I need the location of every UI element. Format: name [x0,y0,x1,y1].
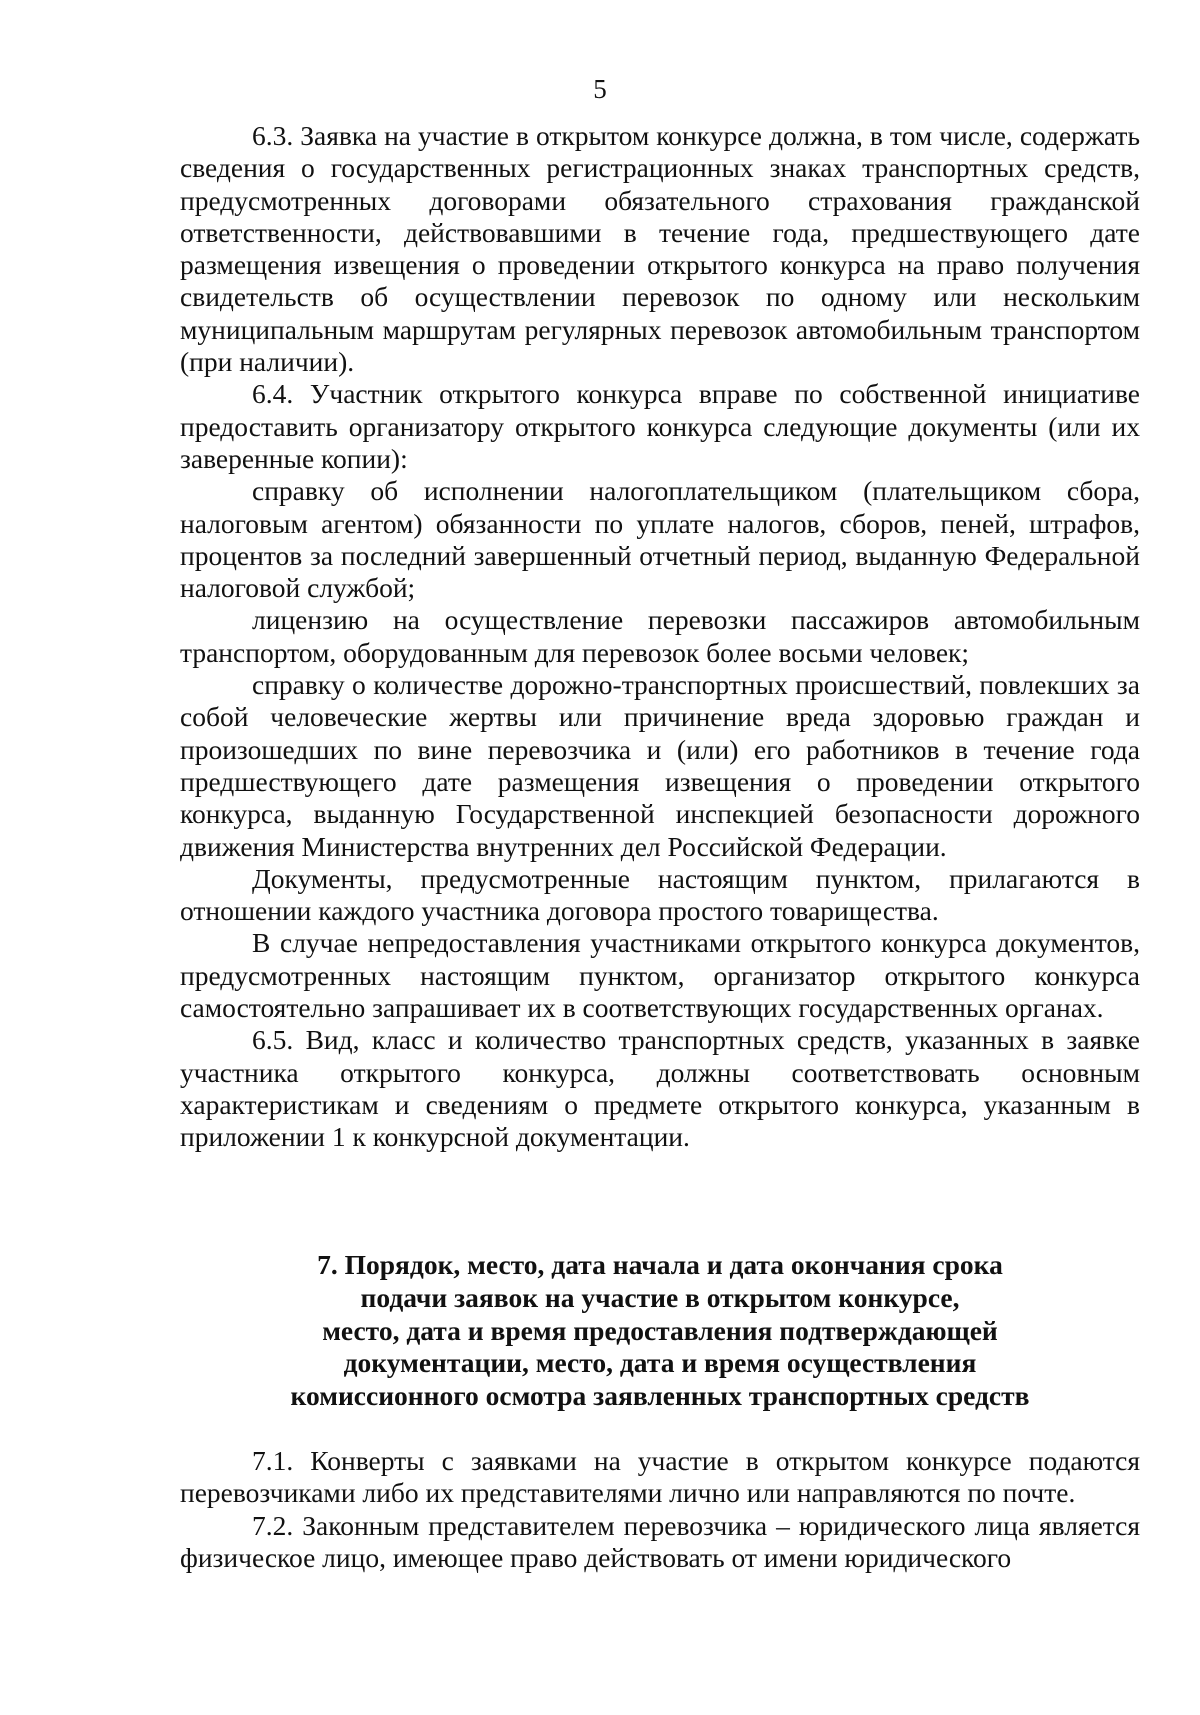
paragraph-accident-certificate: справку о количестве дорожно-транспортных происшествий, повлекших за собой человеческие жертвы или причинение вреда здоровью граждан и произошедших по вине перевозчика и (или) его работников в течение года предшествующего дате размещения извещения о проведении открытого конкурса, выданную Государственной инспекцией безопасности дорожного движения Министерства внутренних дел Российской Федерации. [180,669,1140,862]
paragraph-license: лицензию на осуществление перевозки пассажиров автомобильным транспортом, оборудованным для перевозок более восьми человек; [180,604,1140,668]
paragraph-partnership-documents: Документы, предусмотренные настоящим пунктом, прилагаются в отношении каждого участника договора простого товарищества. [180,862,1140,927]
paragraph-7-1: 7.1. Конверты с заявками на участие в открытом конкурсе подаются перевозчиками либо их представителями лично или направляются по почте. [180,1445,1140,1509]
heading-line: комиссионного осмотра заявленных транспортных средств [290,1380,1030,1412]
paragraph-7-2: 7.2. Законным представителем перевозчика – юридического лица является физическое лицо, имеющее право действовать от имени юридического [180,1509,1140,1573]
section-7-heading [180,1249,1140,1413]
page-number: 5 [593,74,607,104]
heading-line: место, дата и время предоставления подтверждающей [322,1314,998,1346]
paragraph-6-4: 6.4. Участник открытого конкурса вправе по собственной инициативе предоставить организатору открытого конкурса следующие документы (или их заверенные копии): [180,378,1140,474]
body-text-section-7 [180,1445,1140,1574]
body-text-section-6 [180,120,1140,1154]
paragraph-6-5: 6.5. Вид, класс и количество транспортных средств, указанных в заявке участника открытого конкурса, должны соответствовать основным характеристикам и сведениям о предмете открытого конкурса, указанным в приложении 1 к конкурсной документации. [180,1024,1140,1153]
heading-line: документации, место, дата и время осуществления [343,1347,977,1379]
paragraph-tax-certificate: справку об исполнении налогоплательщиком (плательщиком сбора, налоговым агентом) обязанности по уплате налогов, сборов, пеней, штрафов, процентов за последний завершенный отчетный период, выданную Федеральной налоговой службой; [180,475,1140,604]
heading-line: подачи заявок на участие в открытом конкурсе, [360,1281,960,1313]
paragraph-6-3: 6.3. Заявка на участие в открытом конкурсе должна, в том числе, содержать сведения о государственных регистрационных знаках транспортных средств, предусмотренных договорами обязательного страхования гражданской ответственности, действовавшими в течение года, предшествующего дате размещения извещения о проведении открытого конкурса на право получения свидетельств об осуществлении перевозок по одному или нескольким муниципальным маршрутам регулярных перевозок автомобильным транспортом (при наличии). [180,120,1140,378]
heading-line: 7. Порядок, место, дата начала и дата окончания срока [317,1249,1003,1280]
paragraph-documents-request: В случае непредоставления участниками открытого конкурса документов, предусмотренных настоящим пунктом, организатор открытого конкурса самостоятельно запрашивает их в соответствующих государственных органах. [180,927,1140,1024]
